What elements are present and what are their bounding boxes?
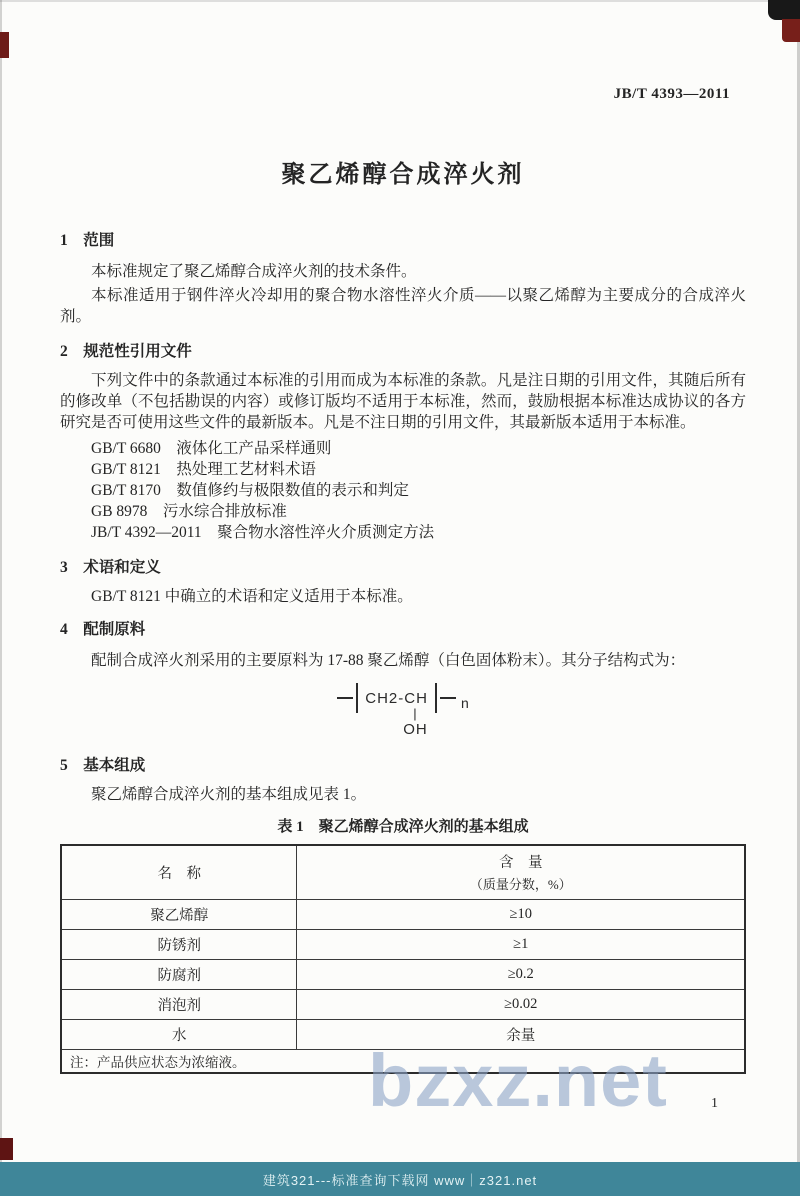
component-name: 防腐剂: [61, 959, 297, 989]
component-value: 余量: [297, 1019, 745, 1049]
component-value: ≥1: [297, 929, 745, 959]
column-header-name: 名 称: [61, 845, 297, 899]
table-note: 注：产品供应状态为浓缩液。: [61, 1049, 745, 1073]
site-footer-bar: [0, 1162, 800, 1196]
repeat-subscript: n: [460, 695, 469, 711]
table-row: [61, 959, 745, 989]
reference-list: [60, 438, 746, 543]
section-1-heading: 1 范围: [60, 232, 115, 249]
table-note-row: [61, 1049, 745, 1073]
section-4-heading: 4 配制原料: [60, 621, 146, 638]
scan-mark-bottom-left-red: [0, 1138, 13, 1160]
normative-references-paragraph: 下列文件中的条款通过本标准的引用而成为本标准的条款。凡是注日期的引用文件，其随后所有的修改单（不包括勘误的内容）或修订版均不适用于本标准，然而，鼓励根据本标准达成协议的各方研究是否可使用这些文件的最新版本。凡是不注日期的引用文件，其最新版本适用于本标准。: [60, 372, 746, 431]
table-row: [61, 899, 745, 929]
hydroxyl-group: OH: [403, 721, 428, 738]
scan-mark-top-left-red: [0, 32, 9, 58]
table-row: [61, 1019, 745, 1049]
composition-paragraph: 聚乙烯醇合成淬火剂的基本组成见表 1。: [91, 786, 367, 803]
scope-paragraph-1: 本标准规定了聚乙烯醇合成淬火剂的技术条件。: [91, 263, 417, 280]
component-name: 聚乙烯醇: [61, 899, 297, 929]
content-header-line2: （质量分数，%）: [469, 877, 572, 893]
content-header-line1: 含 量: [498, 855, 543, 872]
section-3-heading: 3 术语和定义: [60, 559, 161, 576]
scan-edge-top: [0, 0, 800, 2]
terms-paragraph: GB/T 8121 中确立的术语和定义适用于本标准。: [91, 588, 413, 605]
column-header-content: [297, 845, 745, 899]
component-name: 水: [61, 1019, 297, 1049]
composition-table: [60, 844, 746, 1074]
document-content: [60, 0, 746, 1113]
section-5-heading: 5 基本组成: [60, 757, 146, 774]
raw-material-paragraph: 配制合成淬火剂采用的主要原料为 17-88 聚乙烯醇（白色固体粉末）。其分子结构式为：: [91, 652, 686, 669]
component-value: ≥0.02: [297, 989, 745, 1019]
reference-item: GB 8978 污水综合排放标准: [91, 503, 287, 520]
scope-paragraph-2: 本标准适用于钢件淬火冷却用的聚合物水溶性淬火介质——以聚乙烯醇为主要成分的合成淬火剂。: [60, 287, 746, 325]
formula-main-line: [337, 683, 468, 713]
reference-item: GB/T 6680 液体化工产品采样通则: [91, 440, 332, 457]
document-title: 聚乙烯醇合成淬火剂: [281, 162, 525, 188]
footer-text: 建筑321---标准查询下载网 www｜z321.net: [262, 1172, 538, 1188]
component-name: 消泡剂: [61, 989, 297, 1019]
standard-number: JB/T 4393—2011: [613, 86, 730, 102]
scan-mark-top-right-black: [768, 0, 800, 20]
site-watermark: bzxz.net: [368, 1039, 668, 1122]
table-caption: 表 1 聚乙烯醇合成淬火剂的基本组成: [277, 819, 529, 835]
table-header-row: [61, 845, 745, 899]
component-value: ≥10: [297, 899, 745, 929]
repeat-unit: CH2-CH: [365, 689, 428, 707]
page-number: 1: [711, 1096, 718, 1111]
scan-edge-left: [0, 0, 2, 1196]
table-row: [61, 929, 745, 959]
reference-item: JB/T 4392—2011 聚合物水溶性淬火介质测定方法: [91, 524, 435, 541]
bracket-right: [435, 683, 437, 713]
reference-item: GB/T 8121 热处理工艺材料术语: [91, 461, 316, 478]
bond-line-right: [440, 697, 456, 699]
component-name: 防锈剂: [61, 929, 297, 959]
vertical-bond: |: [413, 706, 417, 721]
component-value: ≥0.2: [297, 959, 745, 989]
bond-line-left: [337, 697, 353, 699]
molecular-formula: [337, 683, 468, 741]
reference-item: GB/T 8170 数值修约与极限数值的表示和判定: [91, 482, 409, 499]
scan-mark-top-right-red: [782, 19, 800, 42]
section-2-heading: 2 规范性引用文件: [60, 343, 192, 360]
bracket-left: [356, 683, 358, 713]
table-row: [61, 989, 745, 1019]
